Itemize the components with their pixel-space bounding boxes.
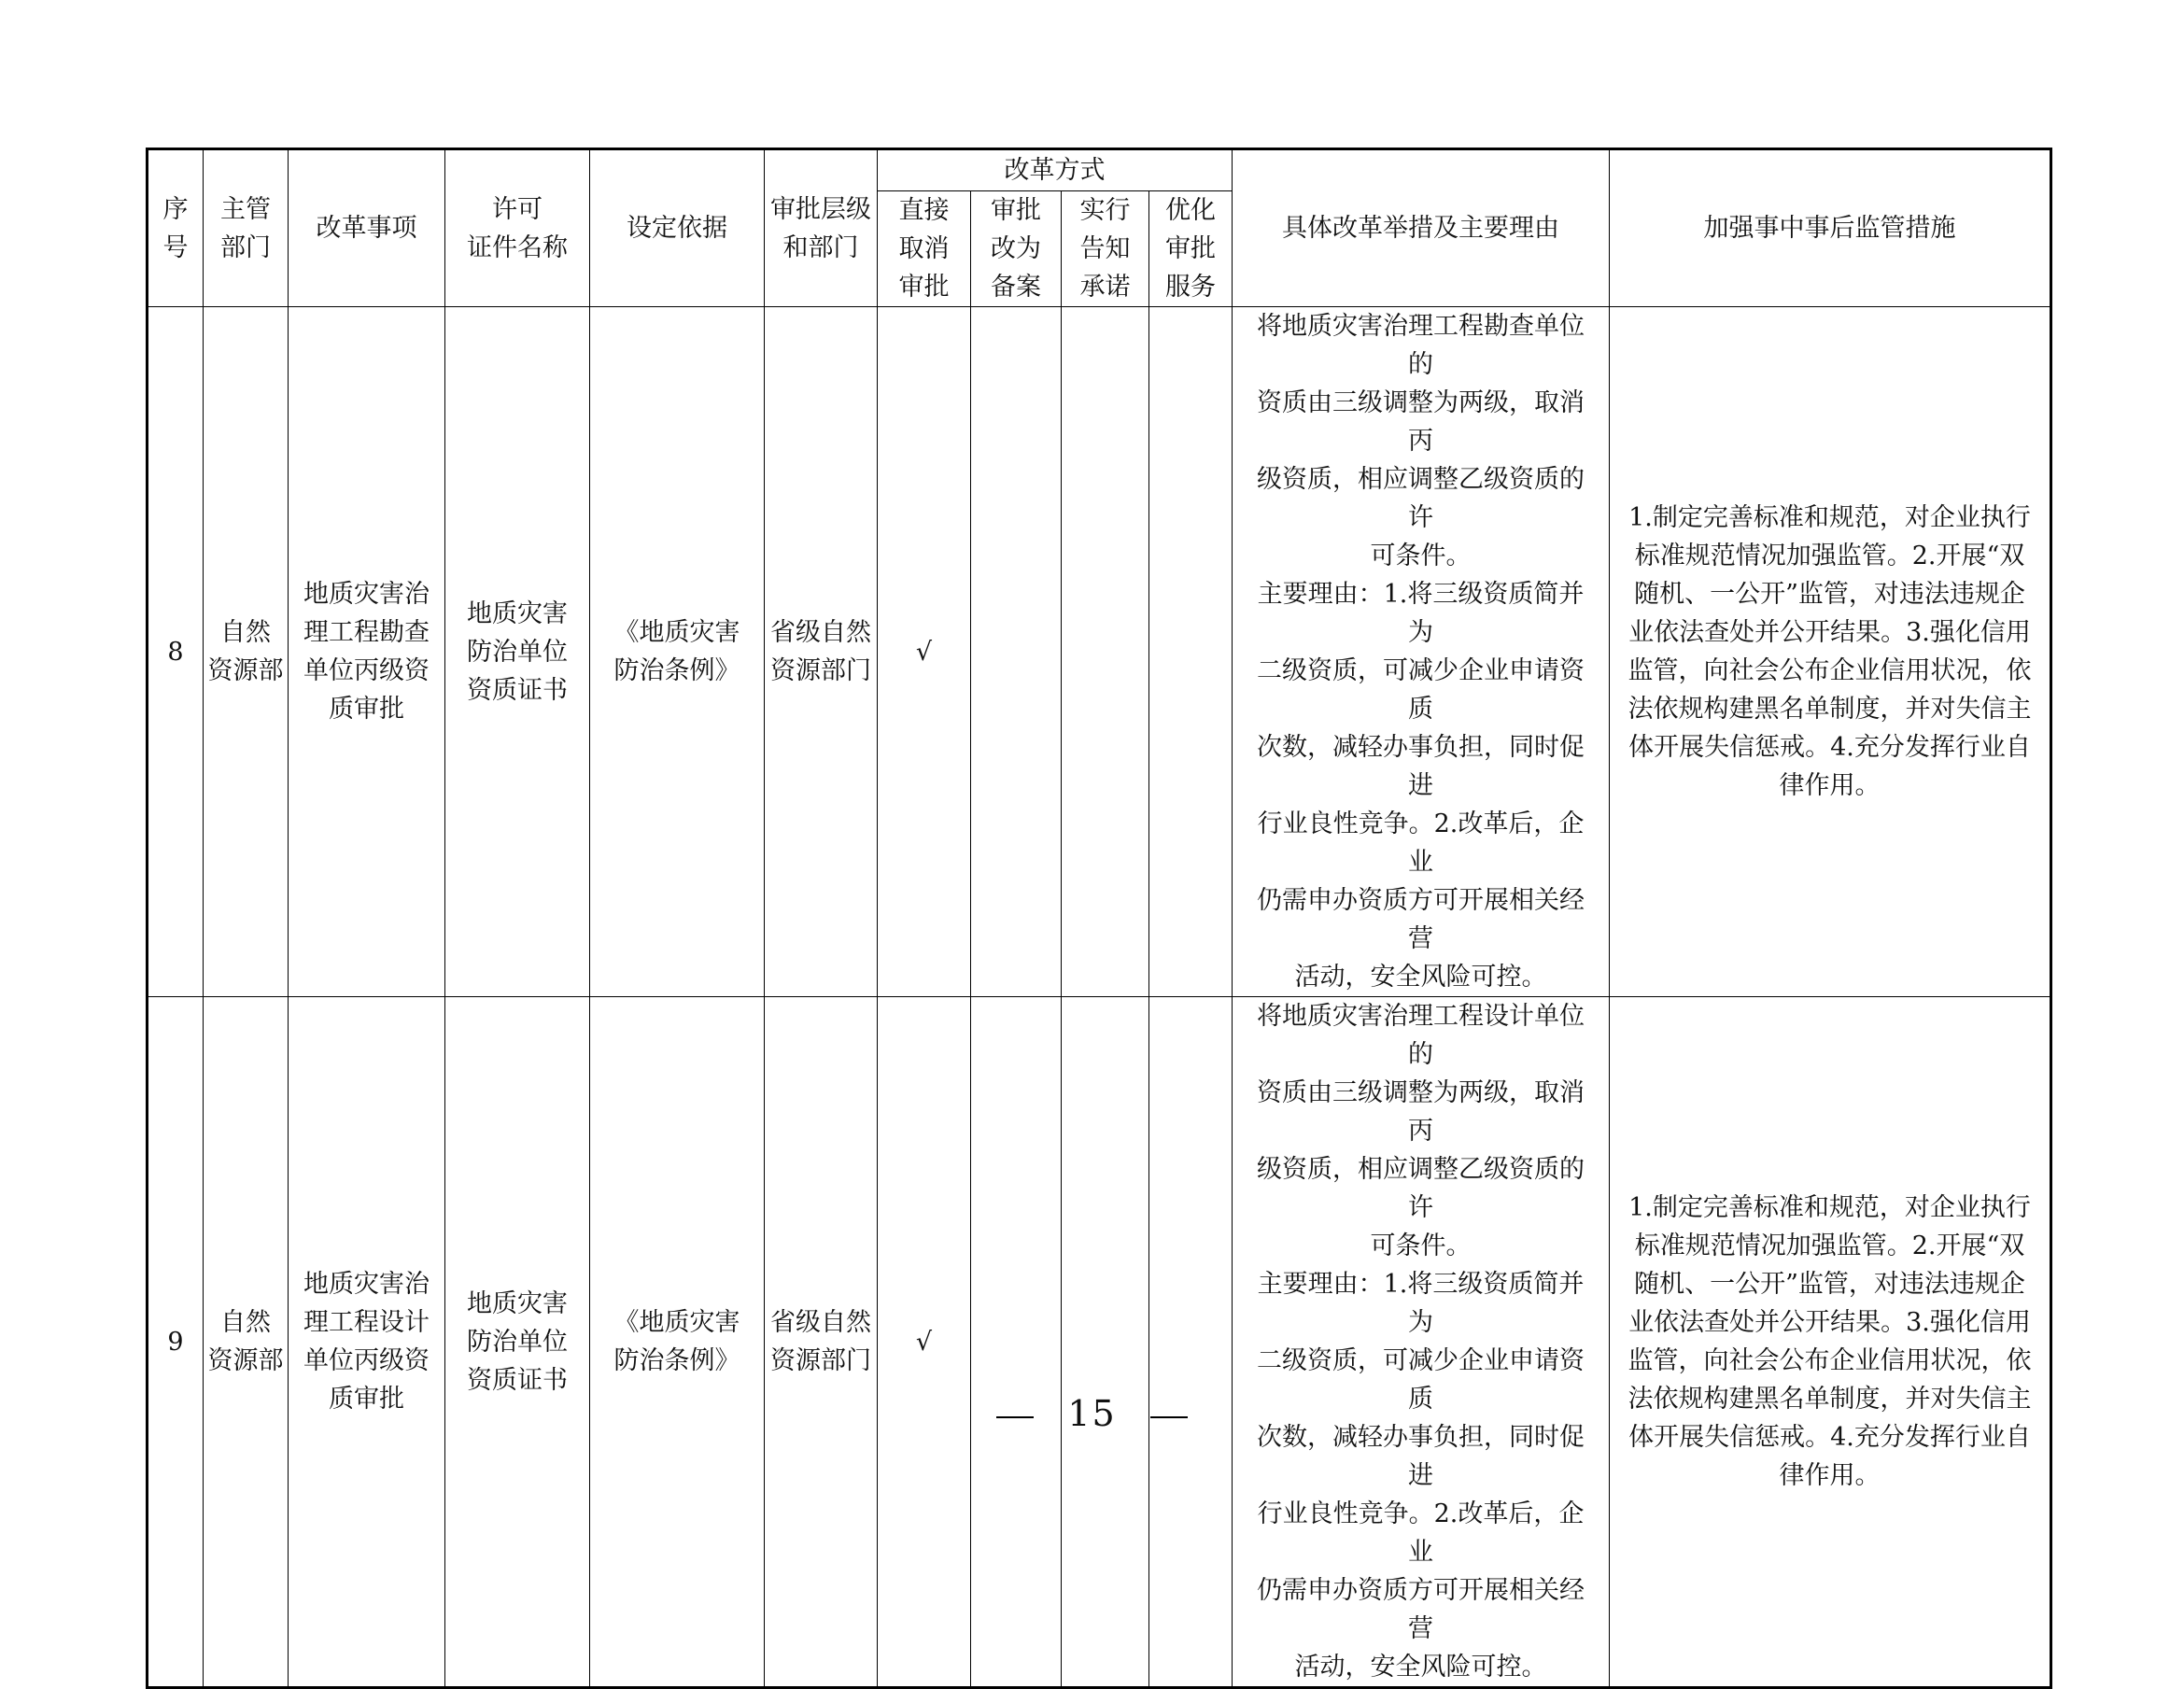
cell-supervision: 1.制定完善标准和规范，对企业执行 标准规范情况加强监管。2.开展“双 随机、一公开”监管，对违法违规企 业依法查处并公开结果。3.强化信用 监管，向社会公布企业信用状况，依 法依规构建黑名单制度，并对失信主 体开展失信惩戒。4.充分发挥行业自 律作用。 [1610,307,2051,997]
header-seq: 序 号 [148,149,204,307]
cell-method-cancel [878,307,971,997]
cell-basis: 《地质灾害 防治条例》 [590,307,765,997]
header-method-record: 审批 改为 备案 [971,191,1062,307]
header-license: 许可 证件名称 [445,149,590,307]
dash-right [1150,1416,1188,1418]
header-measures: 具体改革举措及主要理由 [1233,149,1610,307]
cell-basis: 《地质灾害 防治条例》 [590,997,765,1688]
cell-method-optimize [1149,997,1233,1688]
header-method-cancel: 直接 取消 审批 [878,191,971,307]
header-dept: 主管 部门 [204,149,289,307]
cell-method-cancel [878,997,971,1688]
cell-level: 省级自然 资源部门 [765,997,878,1688]
header-method-group: 改革方式 [878,149,1233,191]
cell-method-record [971,997,1062,1688]
checkmark-icon: √ [915,637,933,667]
cell-dept: 自然 资源部 [204,997,289,1688]
reform-table [146,148,2052,1689]
cell-license: 地质灾害 防治单位 资质证书 [445,307,590,997]
header-method-optimize: 优化 审批 服务 [1149,191,1233,307]
dash-left [996,1416,1034,1418]
cell-method-promise [1062,307,1149,997]
cell-seq: 8 [148,307,204,997]
cell-method-optimize [1149,307,1233,997]
cell-item: 地质灾害治 理工程勘查 单位丙级资 质审批 [289,307,445,997]
page-number: 15 [0,1393,2184,1434]
cell-seq: 9 [148,997,204,1688]
header-basis: 设定依据 [590,149,765,307]
header-level: 审批层级 和部门 [765,149,878,307]
header-supervision: 加强事中事后监管措施 [1610,149,2051,307]
table-row [148,307,2051,997]
header-item: 改革事项 [289,149,445,307]
cell-measures: 将地质灾害治理工程勘查单位的 资质由三级调整为两级，取消丙 级资质，相应调整乙级资质的许 可条件。 主要理由：1.将三级资质简并为 二级资质，可减少企业申请资质 次数，减轻办事负担，同时促进 行业良性竞争。2.改革后，企业 仍需申办资质方可开展相关经营 活动，安全风险可控。 [1233,307,1610,997]
cell-level: 省级自然 资源部门 [765,307,878,997]
header-method-promise: 实行 告知 承诺 [1062,191,1149,307]
cell-dept: 自然 资源部 [204,307,289,997]
cell-item: 地质灾害治 理工程设计 单位丙级资 质审批 [289,997,445,1688]
cell-method-promise [1062,997,1149,1688]
cell-measures: 将地质灾害治理工程设计单位的 资质由三级调整为两级，取消丙 级资质，相应调整乙级资质的许 可条件。 主要理由：1.将三级资质简并为 二级资质，可减少企业申请资质 次数，减轻办事负担，同时促进 行业良性竞争。2.改革后，企业 仍需申办资质方可开展相关经营 活动，安全风险可控。 [1233,997,1610,1688]
cell-method-record [971,307,1062,997]
table-row [148,997,2051,1688]
cell-supervision: 1.制定完善标准和规范，对企业执行 标准规范情况加强监管。2.开展“双 随机、一公开”监管，对违法违规企 业依法查处并公开结果。3.强化信用 监管，向社会公布企业信用状况，依 法依规构建黑名单制度，并对失信主 体开展失信惩戒。4.充分发挥行业自 律作用。 [1610,997,2051,1688]
checkmark-icon: √ [915,1327,933,1357]
cell-license: 地质灾害 防治单位 资质证书 [445,997,590,1688]
